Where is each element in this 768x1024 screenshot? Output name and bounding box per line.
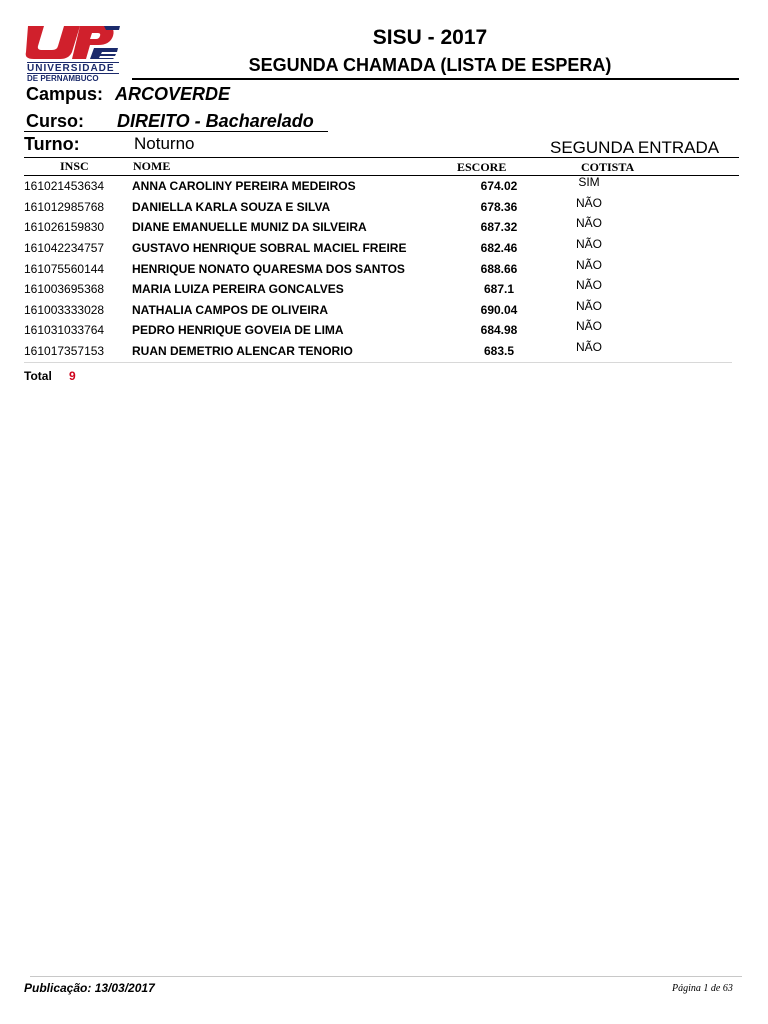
insc-cell: 161003333028 — [24, 302, 105, 317]
info-rule — [24, 157, 739, 158]
insc-cell: 161017357153 — [24, 344, 105, 359]
footer-rule — [30, 976, 742, 977]
insc-cell: 161003695368 — [24, 282, 105, 297]
insc-cell: 161021453634 — [24, 179, 105, 194]
escore-cell: 687.32 — [480, 220, 518, 235]
logo-university-label: UNIVERSIDADE — [27, 62, 119, 74]
publication-date: Publicação: 13/03/2017 — [24, 981, 155, 995]
insc-cell: 161026159830 — [24, 220, 105, 235]
page-number: Página 1 de 63 — [672, 983, 733, 994]
upe-logo-mark — [24, 22, 120, 60]
escore-cell: 682.46 — [480, 241, 518, 256]
turno-label: Turno: — [24, 134, 80, 154]
table-row — [24, 300, 634, 321]
table-row — [24, 176, 634, 197]
column-header-escore: ESCORE — [457, 160, 507, 174]
escore-cell: 687.1 — [483, 282, 515, 297]
logo-state-label: DE PERNAMBUCO — [27, 73, 119, 83]
curso-label: Curso: — [26, 111, 84, 131]
table-row — [24, 217, 634, 238]
cotista-value: NÃO — [575, 216, 602, 231]
cotista-cell — [544, 238, 634, 259]
cotista-cell — [544, 300, 634, 321]
insc-cell: 161031033764 — [24, 323, 105, 338]
table-row — [24, 197, 634, 218]
total-value: 9 — [69, 369, 76, 383]
turno-value: Noturno — [134, 134, 195, 153]
insc-cell: 161012985768 — [24, 199, 105, 214]
table-row — [24, 341, 634, 362]
escore-cell: 678.36 — [480, 199, 518, 214]
escore-cell: 690.04 — [480, 302, 518, 317]
escore-cell: 688.66 — [480, 261, 518, 276]
table-row — [24, 258, 634, 279]
table-row — [24, 238, 634, 259]
curso-underline — [24, 131, 328, 132]
cotista-value: NÃO — [575, 257, 602, 272]
nome-cell: DIANE EMANUELLE MUNIZ DA SILVEIRA — [132, 220, 367, 235]
insc-cell: 161042234757 — [24, 241, 105, 256]
cotista-cell — [544, 341, 634, 362]
nome-cell: HENRIQUE NONATO QUARESMA DOS SANTOS — [132, 261, 405, 276]
nome-cell: GUSTAVO HENRIQUE SOBRAL MACIEL FREIRE — [132, 241, 407, 256]
cotista-cell — [544, 320, 634, 341]
cotista-value: NÃO — [575, 340, 602, 355]
table-bottom-rule — [24, 362, 732, 363]
candidates-table — [24, 176, 634, 361]
table-row — [24, 320, 634, 341]
cotista-value: NÃO — [575, 237, 602, 252]
cotista-value: NÃO — [575, 195, 602, 210]
escore-cell: 674.02 — [480, 179, 518, 194]
entrada-label: SEGUNDA ENTRADA — [550, 138, 720, 157]
nome-cell: PEDRO HENRIQUE GOVEIA DE LIMA — [132, 323, 344, 338]
nome-cell: ANNA CAROLINY PEREIRA MEDEIROS — [132, 179, 356, 194]
column-header-cotista: COTISTA — [581, 160, 635, 174]
nome-cell: DANIELLA KARLA SOUZA E SILVA — [132, 199, 331, 214]
cotista-cell — [544, 197, 634, 218]
cotista-cell — [544, 258, 634, 279]
table-row — [24, 279, 634, 300]
nome-cell: RUAN DEMETRIO ALENCAR TENORIO — [132, 344, 353, 359]
column-header-nome: NOME — [133, 159, 171, 173]
cotista-value: NÃO — [575, 298, 602, 313]
cotista-value: SIM — [578, 175, 600, 190]
curso-value: DIREITO - Bacharelado — [117, 111, 314, 131]
nome-cell: NATHALIA CAMPOS DE OLIVEIRA — [132, 302, 329, 317]
insc-cell: 161075560144 — [24, 261, 105, 276]
cotista-value: NÃO — [575, 319, 602, 334]
escore-cell: 684.98 — [480, 323, 518, 338]
cotista-cell — [544, 279, 634, 300]
column-header-insc: INSC — [60, 159, 89, 173]
cotista-cell — [544, 217, 634, 238]
total-label: Total — [24, 369, 52, 383]
cotista-cell — [544, 176, 634, 197]
document-subtitle: SEGUNDA CHAMADA (LISTA DE ESPERA) — [248, 55, 612, 75]
header-rule — [132, 78, 739, 80]
nome-cell: MARIA LUIZA PEREIRA GONCALVES — [132, 282, 344, 297]
escore-cell: 683.5 — [483, 344, 515, 359]
upe-logo — [24, 22, 120, 83]
document-title: SISU - 2017 — [372, 26, 488, 49]
campus-value: ARCOVERDE — [115, 84, 231, 104]
campus-label: Campus: — [26, 84, 104, 104]
cotista-value: NÃO — [575, 278, 602, 293]
